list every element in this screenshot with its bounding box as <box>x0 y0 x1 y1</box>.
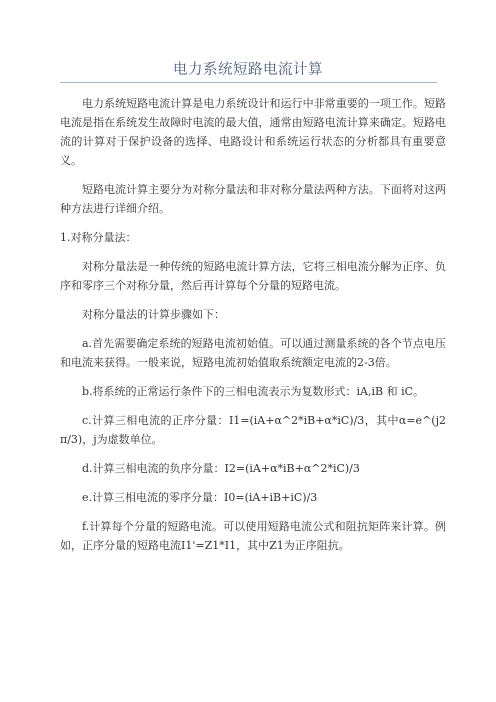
paragraph-methods: 短路电流计算主要分为对称分量法和非对称分量法两种方法。下面将对这两种方法进行详细介绍。 <box>60 183 446 215</box>
document-body <box>60 94 446 565</box>
document-title: 电力系统短路电流计算 <box>173 62 323 78</box>
paragraph-symmetric-desc: 对称分量法是一种传统的短路电流计算方法，它将三相电流分解为正序、负序和零序三个对称分量，然后再计算每个分量的短路电流。 <box>60 260 446 292</box>
paragraph-steps-intro: 对称分量法的计算步骤如下： <box>82 308 225 321</box>
step-d: d.计算三相电流的负序分量：I2=(iA+α*iB+α^2*iC)/3 <box>82 462 360 475</box>
paragraph-intro: 电力系统短路电流计算是电力系统设计和运行中非常重要的一项工作。短路电流是指在系统发生故障时电流的最大值，通常由短路电流计算来确定。短路电流的计算对于保护设备的选择、电路设计和系统运行状态的分析都具有重要意义。 <box>60 97 446 167</box>
step-f: f.计算每个分量的短路电流。可以使用短路电流公式和阻抗矩阵来计算。例如，正序分量的短路电流I1'=Z1*I1，其中Z1为正序阻抗。 <box>60 520 446 552</box>
step-b: b.将系统的正常运行条件下的三相电流表示为复数形式：iA,iB 和 iC。 <box>82 385 425 398</box>
title-underline <box>60 82 437 83</box>
step-c: c.计算三相电流的正序分量：I1=(iA+α^2*iB+α*iC)/3，其中α=e^(j2π/3)，j为虚数单位。 <box>60 414 446 446</box>
step-e: e.计算三相电流的零序分量：I0=(iA+iB+iC)/3 <box>82 491 318 504</box>
heading-symmetric-method: 1.对称分量法： <box>60 231 137 244</box>
step-a: a.首先需要确定系统的短路电流初始值。可以通过测量系统的各个节点电压和电流来获得。一般来说，短路电流初始值取系统额定电流的2-3倍。 <box>60 337 446 369</box>
